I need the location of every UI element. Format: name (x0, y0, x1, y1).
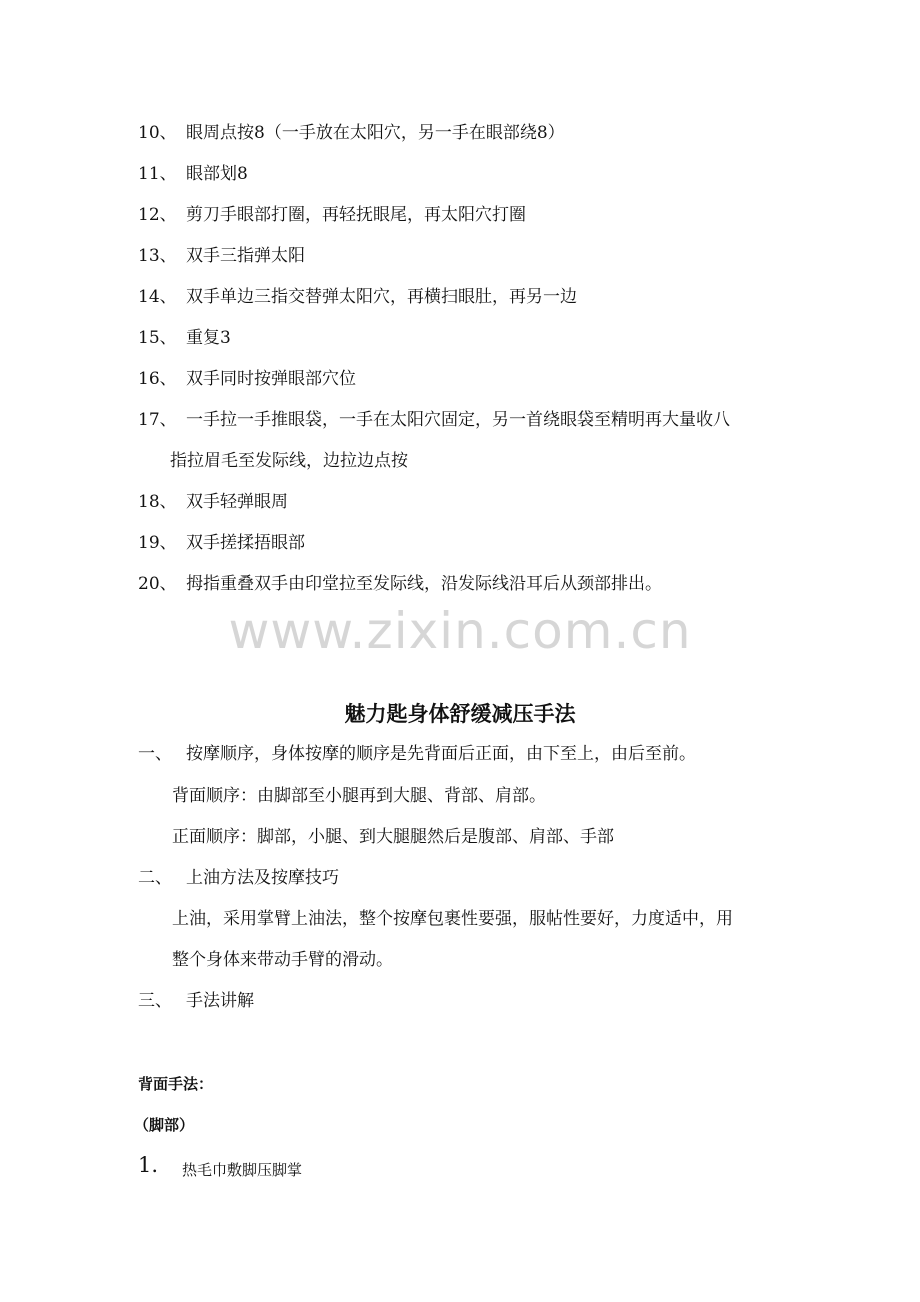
paragraph-text: 整个身体来带动手臂的滑动。 (172, 950, 393, 970)
section-title: 魅力匙身体舒缓减压手法 (344, 702, 576, 726)
step-number: 17、 (138, 410, 177, 430)
step-number: 20、 (138, 574, 177, 594)
section-number: 二、 (138, 868, 172, 888)
foot-subheading: （脚部） (134, 1116, 195, 1134)
step-text: 剪刀手眼部打圈，再轻抚眼尾，再太阳穴打圈 (186, 205, 526, 225)
step-number: 19、 (138, 533, 177, 553)
item-number: 1. (138, 1153, 159, 1177)
step-text: 双手同时按弹眼部穴位 (186, 369, 356, 389)
step-number: 15、 (138, 328, 177, 348)
section-text: 上油方法及按摩技巧 (186, 868, 339, 888)
step-text: 拇指重叠双手由印堂拉至发际线，沿发际线沿耳后从颈部排出。 (186, 574, 662, 594)
step-number: 16、 (138, 369, 177, 389)
watermark: www.zixin.com.cn (228, 602, 692, 660)
step-number: 14、 (138, 287, 177, 307)
section-number: 一、 (138, 744, 172, 764)
item-text: 热毛巾敷脚压脚掌 (182, 1161, 303, 1179)
step-text: 重复3 (186, 328, 231, 348)
step-number: 12、 (138, 205, 177, 225)
step-number: 13、 (138, 246, 177, 266)
step-number: 18、 (138, 492, 177, 512)
step-text: 一手拉一手推眼袋，一手在太阳穴固定，另一首绕眼袋至精明再大量收八 (186, 410, 730, 430)
paragraph-text: 上油，采用掌臂上油法，整个按摩包裹性要强，服帖性要好，力度适中，用 (172, 909, 733, 929)
paragraph-text: 正面顺序：脚部，小腿、到大腿腿然后是腹部、肩部、手部 (172, 827, 614, 847)
step-text: 眼部划8 (186, 164, 248, 184)
step-text-continued: 指拉眉毛至发际线，边拉边点按 (170, 451, 408, 471)
section-text: 手法讲解 (186, 991, 254, 1011)
section-text: 按摩顺序，身体按摩的顺序是先背面后正面，由下至上，由后至前。 (186, 744, 696, 764)
step-text: 眼周点按8（一手放在太阳穴，另一手在眼部绕8） (186, 123, 565, 143)
step-text: 双手三指弹太阳 (186, 246, 305, 266)
section-number: 三、 (138, 991, 172, 1011)
paragraph-text: 背面顺序：由脚部至小腿再到大腿、背部、肩部。 (172, 786, 546, 806)
step-text: 双手搓揉捂眼部 (186, 533, 305, 553)
step-number: 11、 (138, 164, 177, 184)
step-text: 双手轻弹眼周 (186, 492, 288, 512)
back-techniques-heading: 背面手法： (138, 1075, 214, 1093)
step-number: 10、 (138, 123, 177, 143)
step-text: 双手单边三指交替弹太阳穴，再横扫眼肚，再另一边 (186, 287, 577, 307)
